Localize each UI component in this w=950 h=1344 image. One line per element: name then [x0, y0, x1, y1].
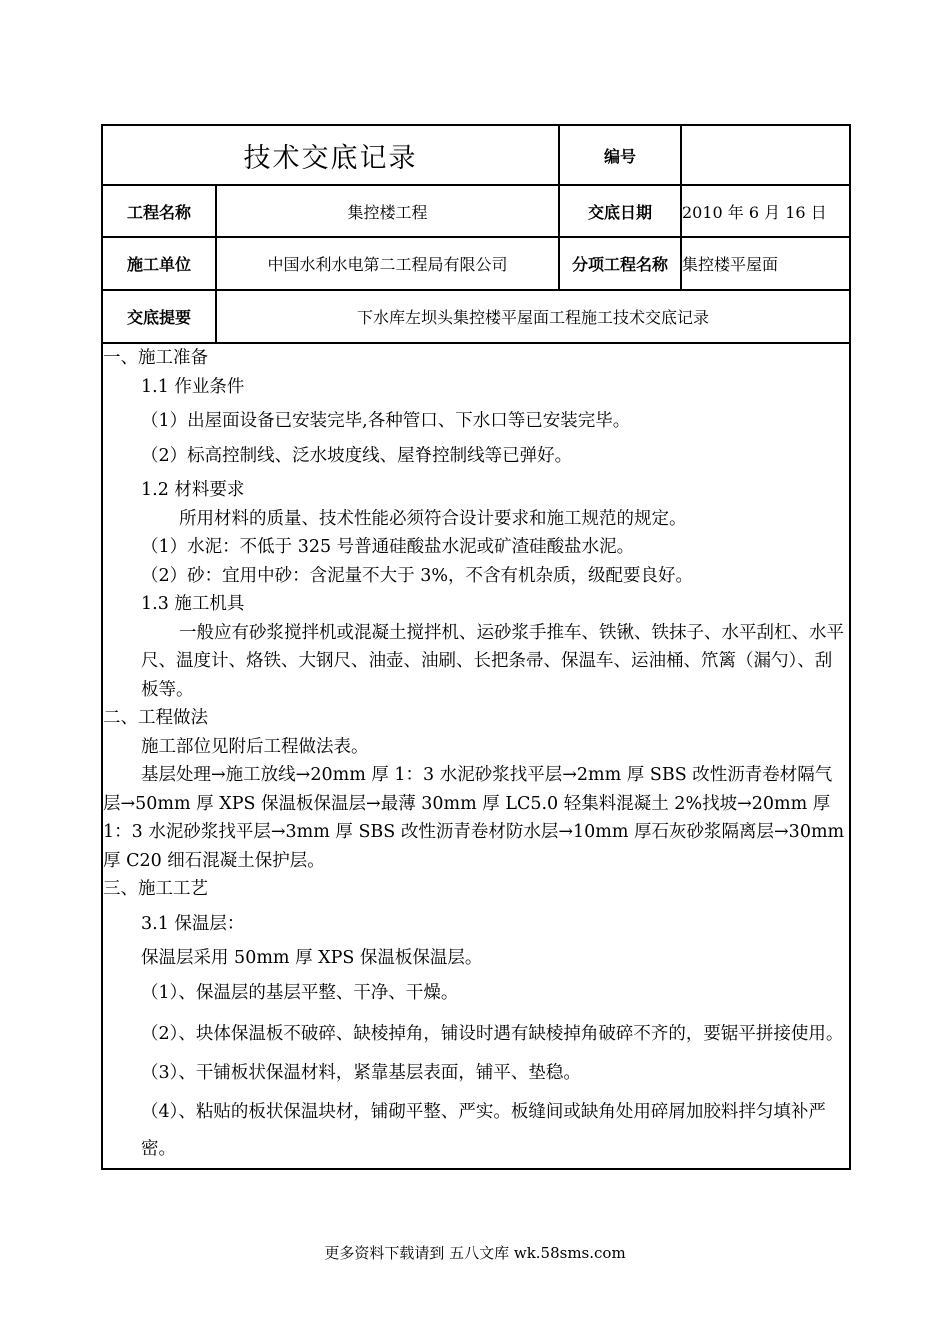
paragraph: （2）标高控制线、泛水坡度线、屋脊控制线等已弹好。: [141, 445, 573, 466]
paragraph: （1）出屋面设备已安装完毕,各种管口、下水口等已安装完毕。: [141, 411, 631, 431]
number-label: 编号: [559, 125, 681, 185]
paragraph: （2）砂：宜用中砂：含泥量不大于 3%，不含有机杂质，级配要良好。: [141, 565, 693, 586]
section-heading: 三、施工工艺: [103, 879, 208, 899]
document-title: 技术交底记录: [102, 125, 559, 185]
paragraph: 施工部位见附后工程做法表。: [141, 736, 369, 757]
section-heading: 二、工程做法: [103, 708, 208, 728]
sub-project-value: 集控楼平屋面: [681, 237, 850, 290]
paragraph: 所用材料的质量、技术性能必须符合设计要求和施工规范的规定。: [179, 508, 687, 529]
sub-project-label: 分项工程名称: [559, 237, 681, 290]
subsection-heading: 3.1 保温层：: [141, 913, 245, 934]
paragraph: 基层处理→施工放线→20mm 厚 1：3 水泥砂浆找平层→2mm 厚 SBS 改性沥青卷材隔气层→50mm 厚 XPS 保温板保温层→最薄 30mm 厚 LC5.0 轻集料混凝土 2%找坡→20mm 厚 1：3 水泥砂浆找平层→3mm 厚 SBS 改性沥青卷材防水层→10mm 厚石灰砂浆隔离层→30mm 厚 C20 细石混凝土保护层。: [103, 765, 845, 871]
disclosure-date-label: 交底日期: [559, 185, 681, 237]
paragraph: （4）、粘贴的板状保温块材，铺砌平整、严实。板缝间或缺角处用碎屑加胶料拌匀填补严密。: [141, 1101, 826, 1159]
subsection-heading: 1.2 材料要求: [141, 480, 245, 500]
footer-note: 更多资料下载请到 五八文库 wk.58sms.com: [324, 1244, 626, 1262]
paragraph: 保温层采用 50mm 厚 XPS 保温板保温层。: [141, 948, 483, 968]
number-value: [681, 125, 850, 185]
construction-unit-label: 施工单位: [102, 237, 216, 290]
construction-unit-value: 中国水利水电第二工程局有限公司: [216, 237, 559, 290]
project-name-value: 集控楼工程: [216, 185, 559, 237]
subsection-heading: 1.1 作业条件: [141, 376, 245, 397]
tech-disclosure-table: [101, 124, 851, 1170]
paragraph: 一般应有砂浆搅拌机或混凝土搅拌机、运砂浆手推车、铁锹、铁抹子、水平刮杠、水平尺、温度计、烙铁、大钢尺、油壶、油刷、长把条帚、保温车、运油桶、笊篱（漏勺）、刮板等。: [141, 622, 844, 700]
disclosure-date-value: 2010 年 6 月 16 日: [681, 185, 850, 237]
paragraph: （1）水泥：不低于 325 号普通硅酸盐水泥或矿渣硅酸盐水泥。: [141, 537, 635, 557]
disclosure-content: [102, 343, 850, 1169]
paragraph: （1）、保温层的基层平整、干净、干燥。: [141, 982, 459, 1003]
paragraph: （3）、干铺板状保温材料，紧靠基层表面，铺平、垫稳。: [141, 1063, 581, 1083]
project-name-label: 工程名称: [102, 185, 216, 237]
subsection-heading: 1.3 施工机具: [141, 594, 245, 614]
summary-value: 下水库左坝头集控楼平屋面工程施工技术交底记录: [216, 290, 850, 343]
section-heading: 一、施工准备: [103, 348, 208, 368]
paragraph: （2）、块体保温板不破碎、缺棱掉角，铺设时遇有缺棱掉角破碎不齐的，要锯平拼接使用。: [141, 1024, 844, 1044]
summary-label: 交底提要: [102, 290, 216, 343]
